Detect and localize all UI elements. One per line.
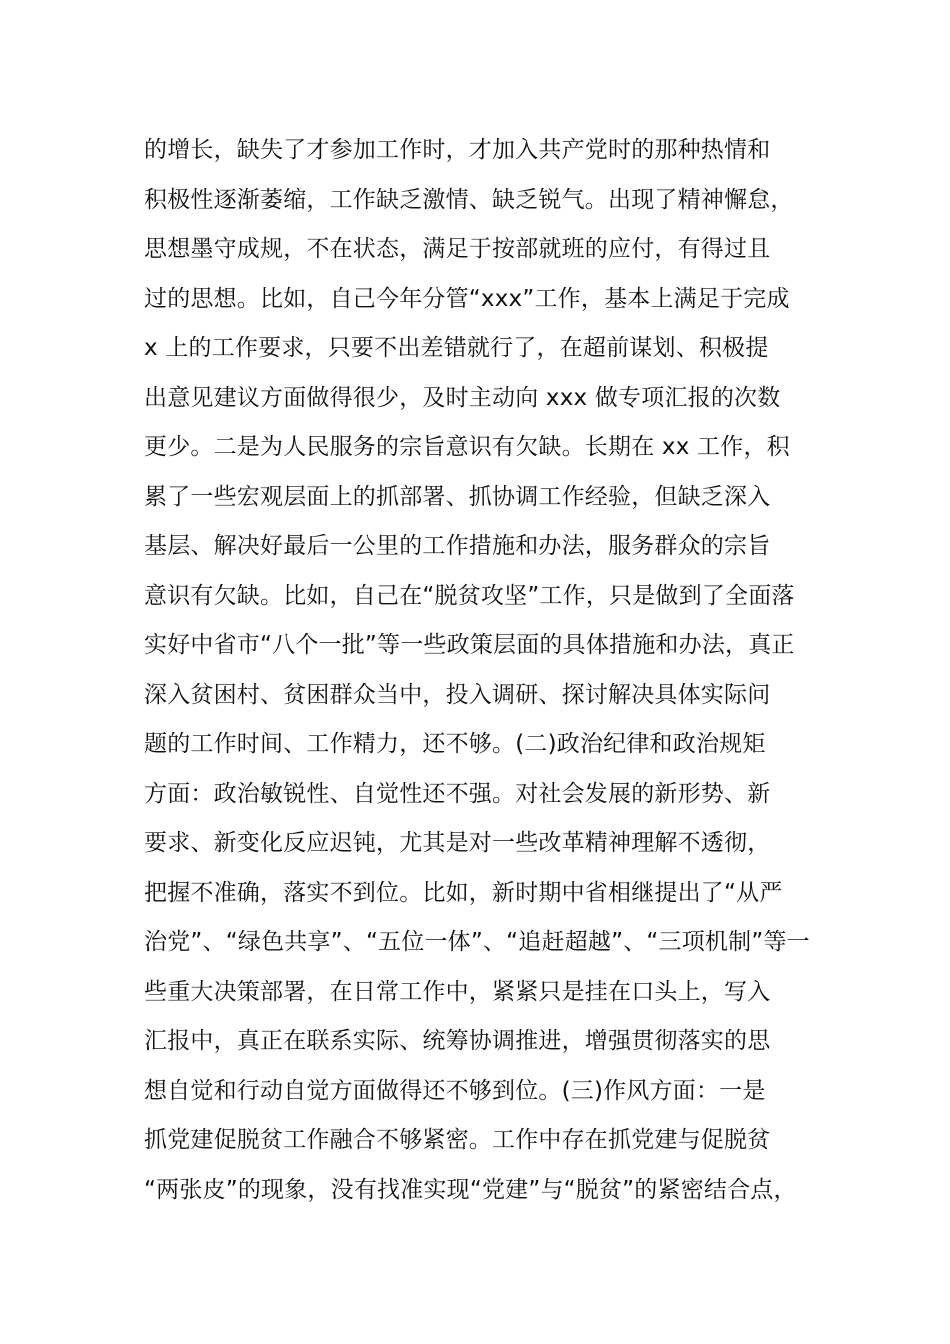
text-line-7: 更少。二是为人民服务的宗旨意识有欠缺。长期在 xx 工作，积: [144, 434, 790, 460]
text-line-13: 题的工作时间、工作精力，还不够。(二)政治纪律和政治规矩: [144, 731, 766, 757]
text-line-15: 要求、新变化反应迟钝，尤其是对一些改革精神理解不透彻，: [144, 830, 771, 856]
text-line-5: x 上的工作要求，只要不出差错就行了，在超前谋划、积极提: [144, 335, 769, 361]
text-line-20: 想自觉和行动自觉方面做得还不够到位。(三)作风方面：一是: [144, 1077, 766, 1104]
text-line-17: 治党”、“绿色共享”、“五位一体”、“追赶超越”、“三项机制”等一: [144, 929, 810, 955]
text-line-3: 思想墨守成规，不在状态，满足于按部就班的应付，有得过且: [144, 236, 771, 262]
body-text: [144, 126, 824, 1215]
text-line-14: 方面：政治敏锐性、自觉性还不强。对社会发展的新形势、新: [144, 780, 771, 807]
text-line-22: “两张皮”的现象，没有找准实现“党建”与“脱贫”的紧密结合点，: [144, 1176, 797, 1203]
text-line-16: 把握不准确，落实不到位。比如，新时期中省相继提出了“从严: [144, 879, 783, 906]
text-line-2: 积极性逐渐萎缩，工作缺乏激情、缺乏锐气。出现了精神懈怠，: [144, 186, 794, 213]
text-line-18: 些重大决策部署，在日常工作中，紧紧只是挂在口头上，写入: [144, 978, 771, 1005]
text-line-12: 深入贫困村、贫困群众当中，投入调研、探讨解决具体实际问: [144, 681, 771, 708]
text-line-9: 基层、解决好最后一公里的工作措施和办法，服务群众的宗旨: [144, 533, 771, 559]
text-line-8: 累了一些宏观层面上的抓部署、抓协调工作经验，但缺乏深入: [144, 483, 771, 510]
text-line-11: 实好中省市“八个一批”等一些政策层面的具体措施和办法，真正: [144, 632, 795, 658]
text-line-4: 过的思想。比如，自己今年分管“xxx”工作，基本上满足于完成: [144, 285, 790, 312]
text-line-1: 的增长，缺失了才参加工作时，才加入共产党时的那种热情和: [144, 137, 771, 163]
text-line-19: 汇报中，真正在联系实际、统筹协调推进，增强贯彻落实的思: [144, 1028, 771, 1054]
text-line-10: 意识有欠缺。比如，自己在“脱贫攻坚”工作，只是做到了全面落: [144, 582, 795, 609]
text-line-6: 出意见建议方面做得很少，及时主动向 xxx 做专项汇报的次数: [144, 384, 781, 411]
text-line-21: 抓党建促脱贫工作融合不够紧密。工作中存在抓党建与促脱贫: [144, 1127, 771, 1153]
